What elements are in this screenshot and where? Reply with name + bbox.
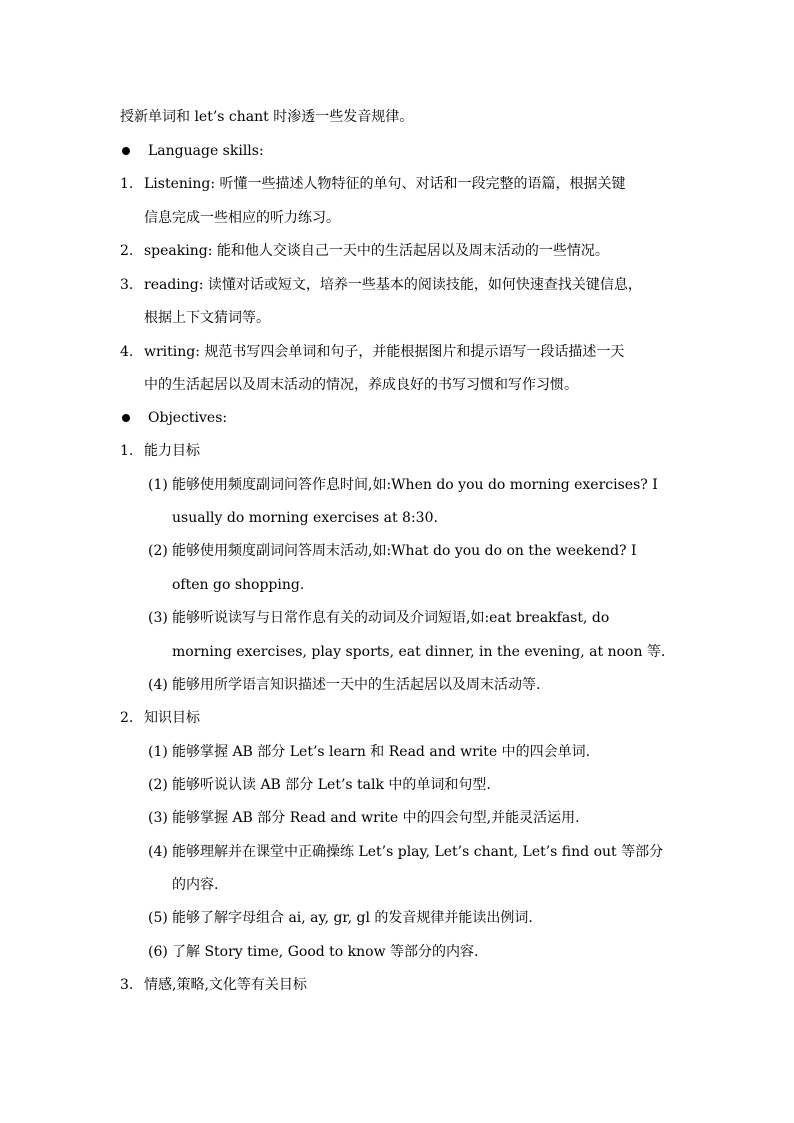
sub-item-number: (4) (148, 844, 168, 860)
list-item-number: 3. (120, 277, 134, 293)
section-number: 1. (120, 443, 134, 459)
sub-item-line: 能够掌握 AB 部分 Read and write 中的四会句型,并能灵活运用. (172, 810, 580, 826)
list-item-line: speaking: 能和他人交谈自己一天中的生活起居以及周末活动的一些情况。 (144, 243, 609, 259)
intro-line: 授新单词和 let’s chant 时渗透一些发音规律。 (120, 109, 414, 125)
list-item-number: 1. (120, 176, 134, 192)
sub-item-line: 了解 Story time, Good to know 等部分的内容. (172, 944, 479, 960)
bullet-icon (122, 147, 130, 155)
list-item-line: Listening: 听懂一些描述人物特征的单句、对话和一段完整的语篇，根据关键 (144, 176, 626, 192)
sub-item-line: 能够掌握 AB 部分 Let’s learn 和 Read and write 中的四会单词. (172, 744, 591, 760)
sub-item-line: 能够用所学语言知识描述一天中的生活起居以及周末活动等. (172, 677, 541, 693)
section-title: 能力目标 (144, 443, 200, 459)
sub-item-number: (5) (148, 910, 168, 926)
sub-item-line: 能够听说认读 AB 部分 Let’s talk 中的单词和句型. (172, 777, 491, 793)
sub-item-line: often go shopping. (172, 577, 305, 593)
sub-item-number: (3) (148, 810, 168, 826)
sub-item-number: (4) (148, 677, 168, 693)
section-number: 2. (120, 710, 134, 726)
sub-item-number: (3) (148, 610, 168, 626)
sub-item-line: 能够使用频度副词问答周末活动,如:What do you do on the weekend? I (172, 543, 637, 559)
sub-item-line: 能够听说读写与日常作息有关的动词及介词短语,如:eat breakfast, do (172, 610, 610, 626)
list-item-line: reading: 读懂对话或短文，培养一些基本的阅读技能，如何快速查找关键信息， (144, 277, 642, 293)
list-item-line: writing: 规范书写四会单词和句子，并能根据图片和提示语写一段话描述一天 (144, 344, 625, 360)
list-item-line: 中的生活起居以及周末活动的情况，养成良好的书写习惯和写作习惯。 (144, 377, 578, 393)
sub-item-number: (2) (148, 543, 168, 559)
sub-item-line: 能够理解并在课堂中正确操练 Let’s play, Let’s chant, Let’s find out 等部分 (172, 844, 664, 860)
list-item-number: 4. (120, 344, 134, 360)
sub-item-line: 能够使用频度副词问答作息时间,如:When do you do morning exercises? I (172, 477, 658, 493)
objectives-heading: Objectives: (148, 410, 228, 426)
sub-item-number: (1) (148, 744, 168, 760)
bullet-icon (122, 414, 130, 422)
sub-item-line: 的内容. (172, 877, 219, 893)
sub-item-line: 能够了解字母组合 ai, ay, gr, gl 的发音规律并能读出例词. (172, 910, 533, 926)
language-skills-heading: Language skills: (148, 143, 264, 159)
sub-item-line: morning exercises, play sports, eat dinner, in the evening, at noon 等. (172, 644, 666, 660)
sub-item-number: (6) (148, 944, 168, 960)
section-title: 知识目标 (144, 710, 200, 726)
list-item-number: 2. (120, 243, 134, 259)
section-number: 3. (120, 977, 134, 993)
sub-item-line: usually do morning exercises at 8:30. (172, 510, 438, 526)
sub-item-number: (1) (148, 477, 168, 493)
list-item-line: 根据上下文猜词等。 (144, 310, 270, 326)
section-title: 情感,策略,文化等有关目标 (144, 977, 307, 993)
list-item-line: 信息完成一些相应的听力练习。 (144, 210, 340, 226)
sub-item-number: (2) (148, 777, 168, 793)
